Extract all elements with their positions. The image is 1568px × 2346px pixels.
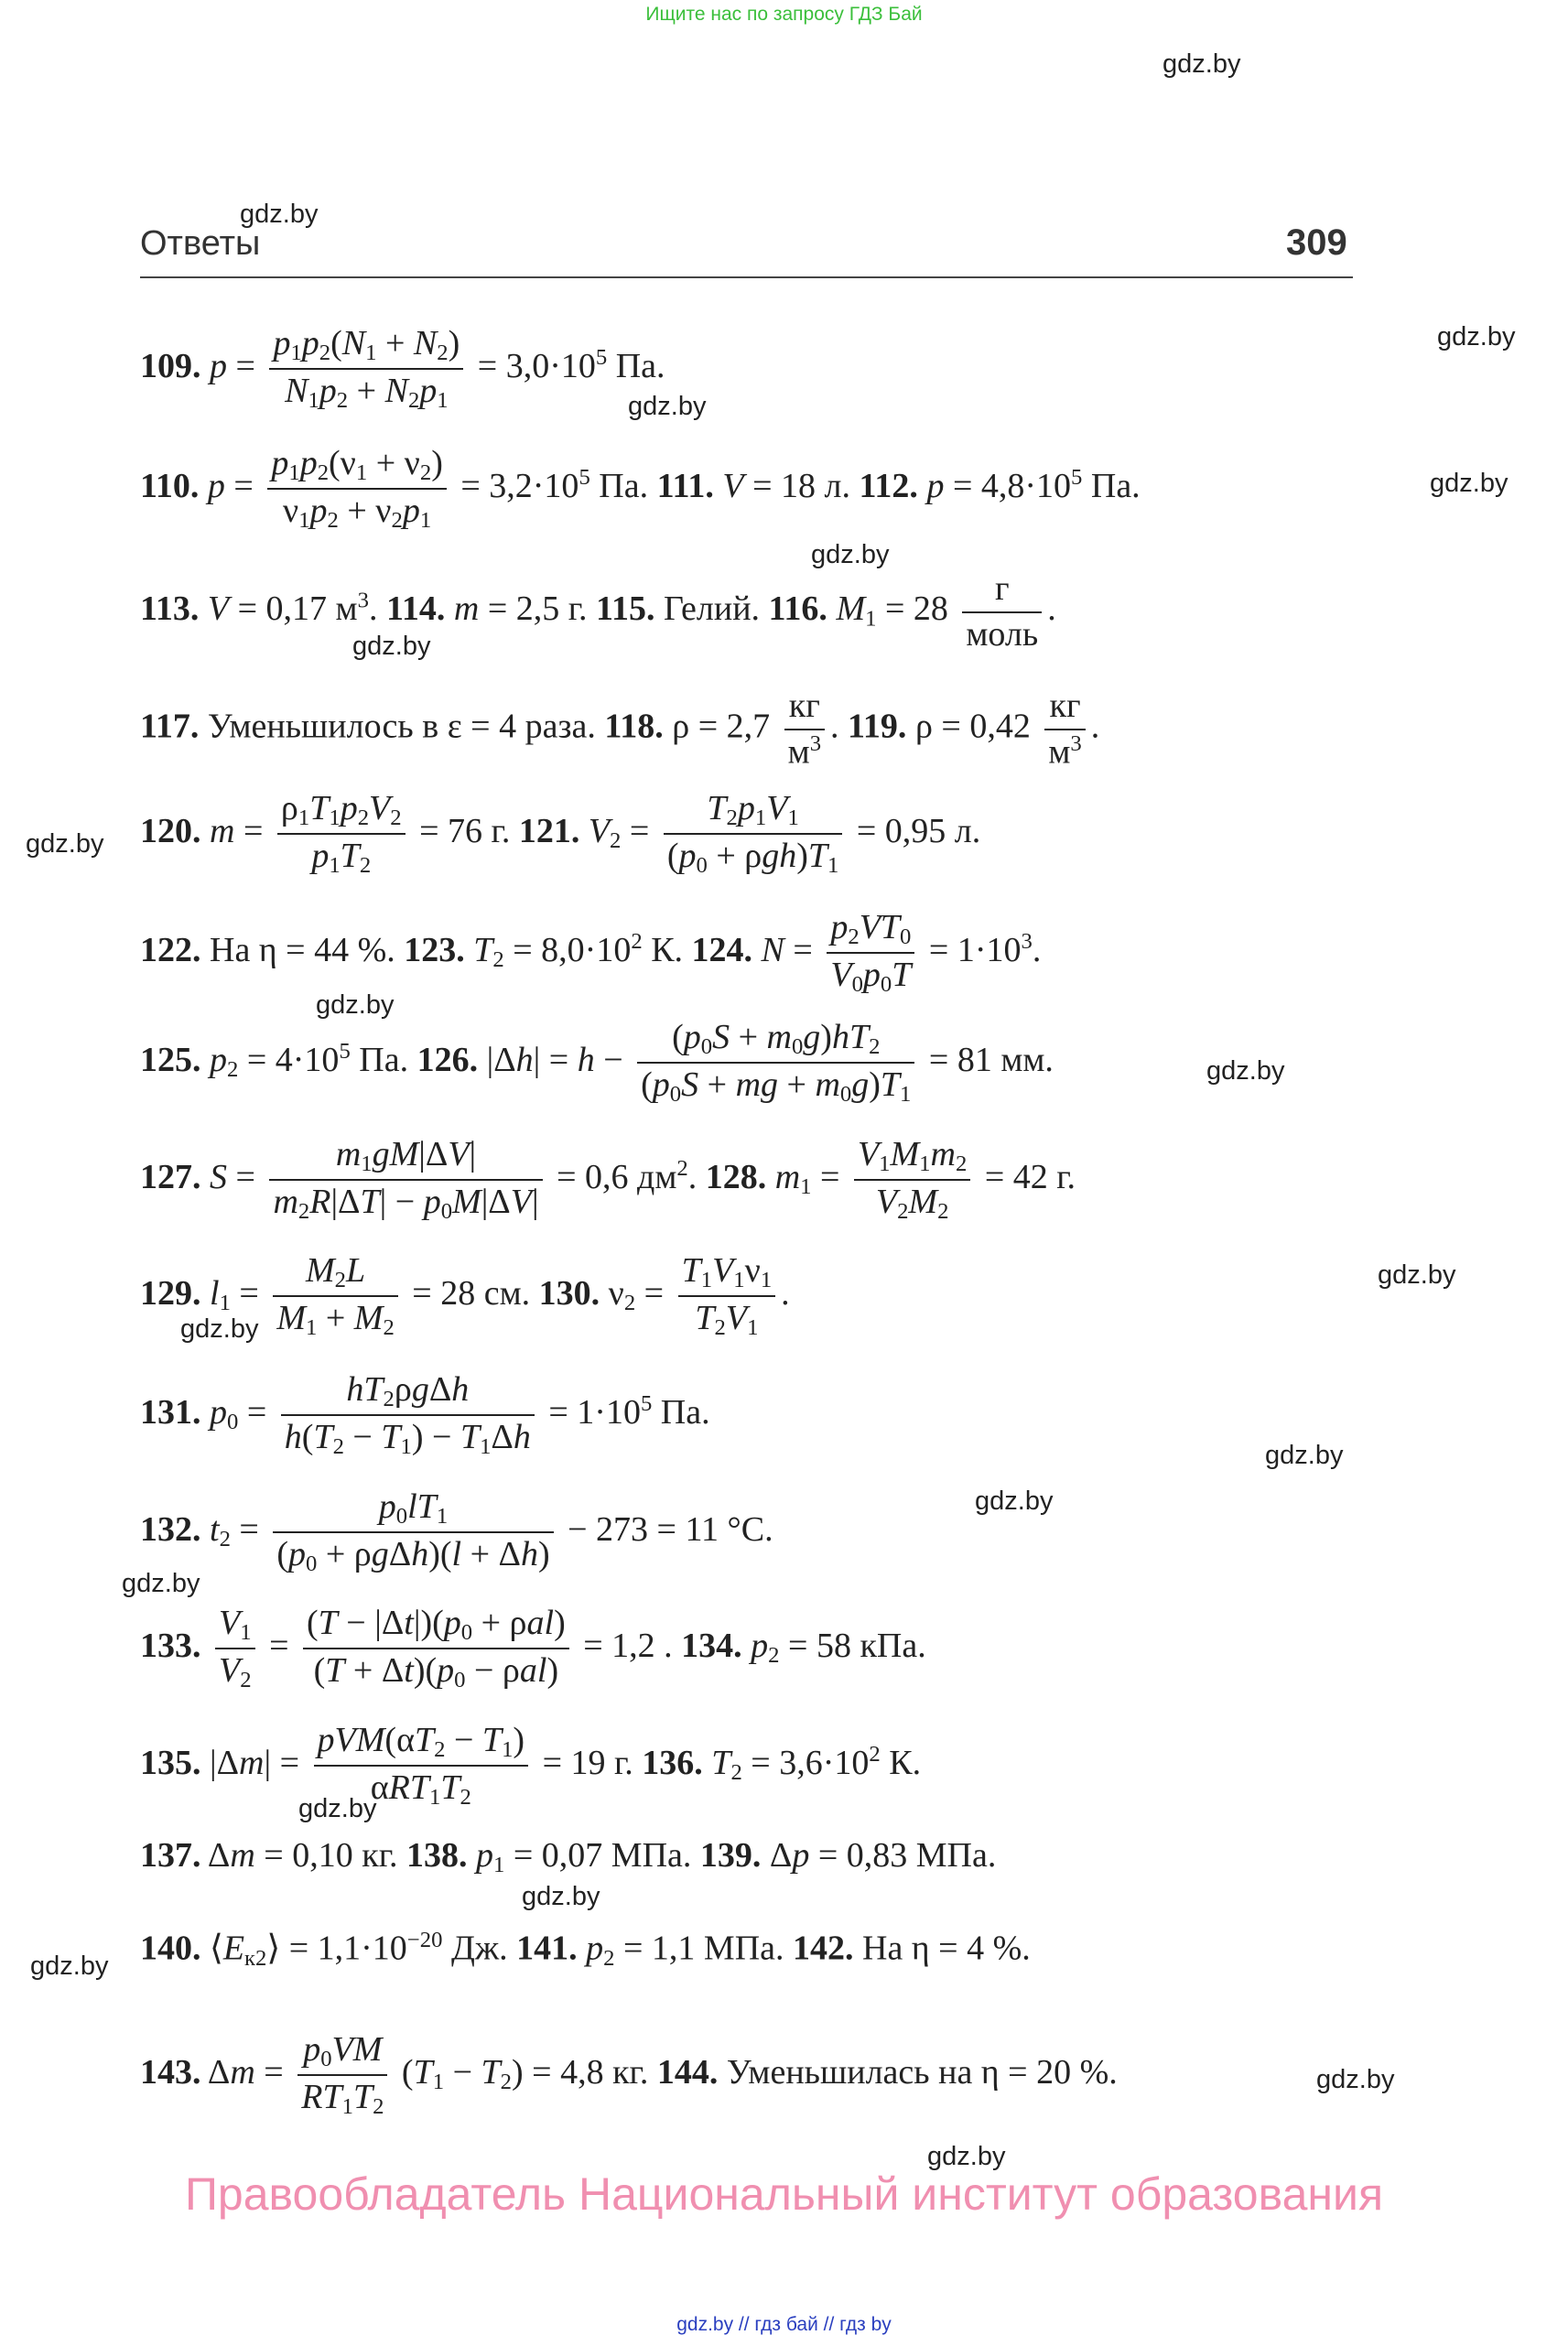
answer-number: 123. bbox=[404, 930, 465, 969]
watermark: gdz.by bbox=[1437, 322, 1516, 351]
answer-number: 113. bbox=[140, 589, 200, 629]
watermark: gdz.by bbox=[1378, 1260, 1456, 1290]
answer-number: 130. bbox=[538, 1273, 600, 1313]
watermark: gdz.by bbox=[1316, 2065, 1395, 2094]
watermark: gdz.by bbox=[316, 990, 395, 1020]
answer-131: 131. $p_0$ = $\frac{hT_2\rho g\Delta h}{h(T_2 - T_1) - T_1\Delta h}$ = $1\cdot 10^5$ Па. bbox=[140, 1368, 710, 1462]
watermark: gdz.by bbox=[628, 392, 707, 421]
answer-number: 119. bbox=[848, 707, 907, 746]
answer-number: 109. bbox=[140, 346, 201, 385]
answer-number: 112. bbox=[859, 466, 918, 505]
watermark: gdz.by bbox=[1265, 1441, 1344, 1470]
answer-text: Уменьшилась на η = 20 %. bbox=[726, 2052, 1118, 2092]
answer-number: 128. bbox=[705, 1157, 767, 1196]
answer-number: 134. bbox=[681, 1626, 742, 1665]
answer-number: 139. bbox=[699, 1836, 762, 1875]
answer-number: 121. bbox=[518, 811, 580, 850]
answer-127-128: 127. S = $\frac{m_1gM|\Delta V|}{m_2R|\Delta T| - p_0M|\Delta V|}$ = 0,6 $дм^2$. 128. $m_1$ = $\frac{V_1M_1m_2}{V_2M_2}$ = 42 г. bbox=[140, 1133, 1076, 1227]
answer-137-139: 137. Δm = 0,10 кг. 138. $p_1 = 0,07$ МПа. 139. Δp = 0,83 МПа. bbox=[140, 1836, 997, 1878]
answer-text: На η = 44 %. bbox=[210, 930, 395, 969]
answer-number: 144. bbox=[656, 2052, 719, 2092]
answer-number: 115. bbox=[596, 589, 655, 629]
answer-113-116: 113. V = 0,17 $м^3$. 114. m = 2,5 г. 115. Гелий. 116. $M_1 = 28$ $\frac{г}{\text{моль}}$ . bbox=[140, 568, 1056, 656]
answer-number: 131. bbox=[140, 1392, 201, 1432]
answer-129-130: 129. $l_1$ = $\frac{M_2L}{M_1 + M_2}$ = 28 см. 130. $\nu_2$ = $\frac{T_1V_1\nu_1}{T_2V_1}$ . bbox=[140, 1249, 790, 1343]
footer-links[interactable]: gdz.by // гдз бай // гдз by bbox=[676, 2314, 892, 2335]
answer-number: 137. bbox=[140, 1836, 201, 1875]
answer-140-142: 140. $⟨E_{к2}⟩ = 1,1\cdot 10^{-20}$ Дж. 141. $p_2 = 1,1$ МПа. 142. На η = 4 %. bbox=[140, 1928, 1031, 1971]
answer-110-112: 110. p = $\frac{p_1p_2(\nu_1 + \nu_2)}{\nu_1p_2 + \nu_2p_1}$ = $3,2\cdot 10^5$ Па. 111. V = 18 л. 112. $p = 4,8\cdot 10^5$ Па. bbox=[140, 442, 1141, 535]
watermark: gdz.by bbox=[1162, 49, 1241, 79]
answer-number: 126. bbox=[416, 1040, 479, 1079]
answer-number: 140. bbox=[140, 1929, 201, 1968]
answer-text: Гелий. bbox=[663, 589, 761, 629]
answer-number: 138. bbox=[406, 1836, 468, 1875]
answer-number: 117. bbox=[140, 707, 200, 746]
watermark: gdz.by bbox=[811, 540, 890, 569]
answer-109: 109. p = $\frac{p_1p_2(N_1 + N_2)}{N_1p_2 + N_2p_1}$ = $3,0\cdot 10^5$ Па. bbox=[140, 322, 665, 416]
answer-143-144: 143. Δm = $\frac{p_0VM}{RT_1T_2}$ $(T_1 - T_2) = 4,8$ кг. 144. Уменьшилась на η = 20 %. bbox=[140, 2028, 1118, 2122]
answer-number: 118. bbox=[604, 707, 664, 746]
watermark: gdz.by bbox=[522, 1882, 600, 1911]
watermark: gdz.by bbox=[122, 1569, 200, 1598]
answer-number: 143. bbox=[140, 2052, 201, 2092]
answer-number: 110. bbox=[140, 466, 200, 505]
answer-122-124: 122. На η = 44 %. 123. $T_2 = 8,0\cdot 10^2$ К. 124. N = $\frac{p_2VT_0}{V_0p_0T}$ = $1\cdot 10^3$. bbox=[140, 906, 1041, 1000]
answer-number: 135. bbox=[140, 1743, 201, 1782]
copyright-holder-text: Правообладатель Национальный институт образования bbox=[184, 2168, 1384, 2220]
answer-135-136: 135. |Δm| = $\frac{pVM(\alpha T_2 - T_1)}{\alpha RT_1T_2}$ = 19 г. 136. $T_2 = 3,6\cdot 10^2$ К. bbox=[140, 1719, 921, 1812]
answer-number: 133. bbox=[140, 1626, 201, 1665]
watermark: gdz.by bbox=[26, 829, 104, 859]
watermark: gdz.by bbox=[180, 1314, 259, 1344]
watermark: gdz.by bbox=[927, 2142, 1006, 2171]
watermark: gdz.by bbox=[30, 1951, 109, 1981]
answer-132: 132. $t_2$ = $\frac{p_0lT_1}{(p_0 + \rho g\Delta h)(l + \Delta h)}$ − 273 = 11 °С. bbox=[140, 1486, 773, 1579]
answer-number: 127. bbox=[140, 1157, 201, 1196]
answer-number: 136. bbox=[642, 1743, 703, 1782]
page-number: 309 bbox=[1286, 222, 1347, 263]
answer-number: 111. bbox=[656, 466, 714, 505]
answer-117-119: 117. Уменьшилось в ε = 4 раза. 118. ρ = 2,7 $\frac{кг}{м^3}$ . 119. ρ = 0,42 $\frac{кг}{м^3}$ . bbox=[140, 685, 1099, 774]
header-rule bbox=[140, 276, 1353, 278]
answer-125-126: 125. $p_2 = 4\cdot 10^5$ Па. 126. |Δh| = h − $\frac{(p_0S + m_0g)hT_2}{(p_0S + mg + m_0g)T_1}$ = 81 мм. bbox=[140, 1016, 1054, 1109]
answer-number: 132. bbox=[140, 1509, 201, 1549]
answer-number: 129. bbox=[140, 1273, 201, 1313]
answer-number: 125. bbox=[140, 1040, 201, 1079]
watermark: gdz.by bbox=[1430, 469, 1509, 498]
answer-number: 120. bbox=[140, 811, 201, 850]
watermark: gdz.by bbox=[975, 1487, 1054, 1516]
answer-text: Уменьшилось в ε = 4 раза. bbox=[207, 707, 596, 746]
answer-number: 141. bbox=[516, 1929, 578, 1968]
running-head-title: Ответы bbox=[140, 224, 261, 263]
answer-133-134: 133. $\frac{V_1}{V_2}$ = $\frac{(T - |\Delta t|)(p_0 + \rho al)}{(T + \Delta t)(p_0 - \rho al)}$ = 1,2 . 134. $p_2 = 58$ кПа. bbox=[140, 1602, 926, 1695]
answer-number: 142. bbox=[793, 1929, 854, 1968]
watermark: gdz.by bbox=[352, 632, 431, 661]
answer-text: На η = 4 %. bbox=[862, 1929, 1031, 1968]
watermark: gdz.by bbox=[240, 200, 319, 229]
answer-120-121: 120. m = $\frac{\rho_1T_1p_2V_2}{p_1T_2}$ = 76 г. 121. $V_2$ = $\frac{T_2p_1V_1}{(p_0 + \rho gh)T_1}$ = 0,95 л. bbox=[140, 787, 980, 881]
watermark: gdz.by bbox=[1206, 1056, 1285, 1086]
watermark: gdz.by bbox=[298, 1794, 377, 1823]
answer-number: 114. bbox=[385, 589, 446, 629]
answer-number: 122. bbox=[140, 930, 201, 969]
top-banner[interactable]: Ищите нас по запросу ГДЗ Бай bbox=[645, 4, 923, 25]
answer-number: 116. bbox=[768, 589, 827, 629]
answer-number: 124. bbox=[691, 930, 753, 969]
